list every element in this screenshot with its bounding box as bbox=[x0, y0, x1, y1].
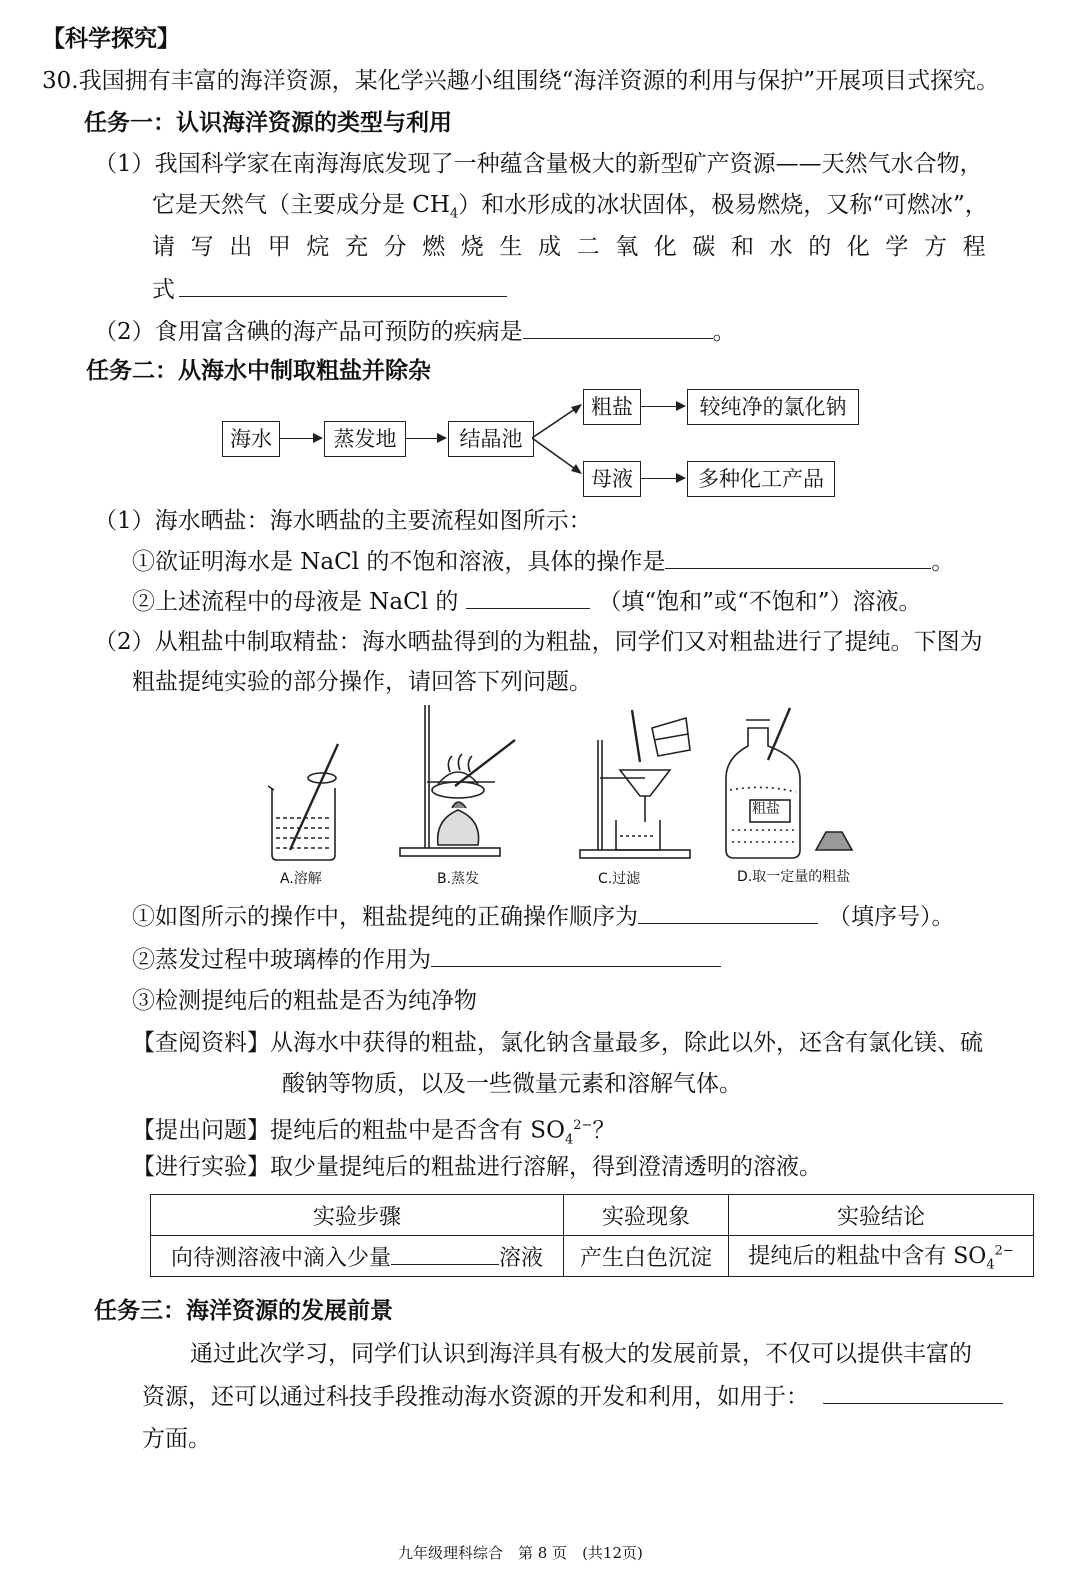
page-footer: 九年级理科综合 第 8 页 (共12页) bbox=[398, 1544, 643, 1562]
flow-box-crude-salt: 粗盐 bbox=[583, 389, 641, 425]
p1-q1-end: 。 bbox=[931, 549, 955, 575]
q1-subscript: 4 bbox=[449, 206, 459, 222]
flow-box-pure-nacl: 较纯净的氯化钠 bbox=[687, 389, 859, 425]
task1-q1-line2 bbox=[152, 190, 988, 230]
s2-text: ②蒸发过程中玻璃棒的作用为 bbox=[132, 947, 431, 973]
flow-box-chem-products: 多种化工产品 bbox=[687, 461, 835, 497]
conclusion-text: 提纯后的粗盐中含有 SO bbox=[748, 1244, 987, 1270]
task1-title: 任务一：认识海洋资源的类型与利用 bbox=[84, 109, 452, 136]
conclusion-superscript: 2− bbox=[994, 1243, 1014, 1259]
question-label: 【提出问题】 bbox=[132, 1117, 270, 1144]
s1-text-a: ①如图所示的操作中，粗盐提纯的正确操作顺序为 bbox=[132, 904, 638, 930]
saturation-answer-blank[interactable] bbox=[466, 586, 590, 609]
header-phenomenon: 实验现象 bbox=[564, 1195, 729, 1236]
flow-box-seawater: 海水 bbox=[222, 421, 280, 457]
cell-phenomenon: 产生白色沉淀 bbox=[564, 1236, 729, 1277]
q2-end: 。 bbox=[712, 319, 736, 345]
task2-p2-line2: 粗盐提纯实验的部分操作，请回答下列问题。 bbox=[132, 669, 592, 695]
unsaturated-proof-blank[interactable] bbox=[665, 546, 931, 569]
reagent-answer-blank[interactable] bbox=[391, 1242, 499, 1265]
flow-box-mother-liquor: 母液 bbox=[583, 461, 641, 497]
salt-bottle-icon bbox=[726, 708, 852, 858]
flow-box-crystallization-pond: 结晶池 bbox=[448, 421, 534, 457]
task3-title: 任务三：海洋资源的发展前景 bbox=[94, 1297, 393, 1324]
lookup-label: 【查阅资料】 bbox=[132, 1030, 270, 1056]
dissolving-beaker-icon bbox=[268, 744, 338, 860]
table-header-row bbox=[151, 1195, 1034, 1236]
caption-d: D.取一定量的粗盐 bbox=[737, 869, 851, 885]
q1-text-b: ）和水形成的冰状固体，极易燃烧，又称“可燃冰”， bbox=[458, 192, 988, 218]
flow-box-evaporation-pond: 蒸发地 bbox=[324, 421, 406, 457]
task2-s1 bbox=[132, 901, 955, 932]
task3-line1: 通过此次学习，同学们认识到海洋具有极大的发展前景，不仅可以提供丰富的 bbox=[190, 1341, 972, 1367]
task1-q1-line3: 请写出甲烷充分燃烧生成二氧化碳和水的化学方程 bbox=[152, 234, 1002, 260]
p1-q1-text: ①欲证明海水是 NaCl 的不饱和溶液，具体的操作是 bbox=[132, 549, 666, 575]
question-number: 30. bbox=[42, 68, 79, 94]
flow-arrow bbox=[405, 438, 445, 439]
conclusion-subscript: 4 bbox=[986, 1257, 995, 1273]
task2-p1-intro: （1）海水晒盐：海水晒盐的主要流程如图所示： bbox=[94, 508, 592, 534]
step-text-b: 溶液 bbox=[499, 1245, 544, 1271]
q2-text: （2）食用富含碘的海产品可预防的疾病是 bbox=[94, 319, 523, 345]
section-header: 【科学探究】 bbox=[42, 25, 180, 52]
p1-q2-text-b: （填“饱和”或“不饱和”）溶液。 bbox=[598, 589, 922, 615]
application-answer-blank[interactable] bbox=[823, 1381, 1003, 1404]
task1-q2 bbox=[94, 316, 736, 347]
glass-rod-role-blank[interactable] bbox=[431, 944, 721, 967]
cell-step bbox=[151, 1236, 564, 1277]
header-conclusion: 实验结论 bbox=[729, 1195, 1034, 1236]
question-end: ？ bbox=[592, 1117, 616, 1144]
task2-p1-q1 bbox=[132, 546, 954, 577]
apparatus-illustrations bbox=[260, 700, 880, 865]
task3-line3: 方面。 bbox=[142, 1426, 211, 1452]
p1-q2-text-a: ②上述流程中的母液是 NaCl 的 bbox=[132, 589, 459, 615]
lookup-line1 bbox=[132, 1028, 983, 1058]
caption-b: B.蒸发 bbox=[437, 871, 480, 887]
task3-line2-text: 资源，还可以通过科技手段推动海水资源的开发和利用，如用于： bbox=[142, 1384, 809, 1410]
step-text-a: 向待测溶液中滴入少量 bbox=[170, 1245, 391, 1271]
question-subscript: 4 bbox=[564, 1132, 574, 1148]
s1-text-b: （填序号）。 bbox=[828, 904, 955, 930]
disease-answer-blank[interactable] bbox=[523, 316, 713, 339]
task2-p1-q2 bbox=[132, 586, 921, 617]
caption-a: A.溶解 bbox=[280, 871, 322, 887]
operation-order-blank[interactable] bbox=[638, 901, 818, 924]
task2-s2 bbox=[132, 944, 721, 975]
task2-s3: ③检测提纯后的粗盐是否为纯净物 bbox=[132, 988, 477, 1014]
q1-line4-text: 式 bbox=[152, 277, 175, 303]
lookup-text1: 从海水中获得的粗盐，氯化钠含量最多，除此以外，还含有氯化镁、硫 bbox=[270, 1030, 983, 1056]
task1-q1-line1: （1）我国科学家在南海海底发现了一种蕴含量极大的新型矿产资源——天然气水合物， bbox=[94, 151, 983, 177]
experiment-table bbox=[150, 1194, 1034, 1277]
flow-arrow bbox=[640, 406, 684, 407]
evaporation-apparatus-icon bbox=[400, 705, 515, 856]
task2-p2-line1: （2）从粗盐中制取精盐：海水晒盐得到的为粗盐，同学们又对粗盐进行了提纯。下图为 bbox=[94, 629, 983, 655]
header-step: 实验步骤 bbox=[151, 1195, 564, 1236]
bottle-label: 粗盐 bbox=[752, 801, 780, 817]
caption-c: C.过滤 bbox=[598, 871, 641, 887]
question-intro bbox=[42, 66, 999, 96]
flow-arrow bbox=[640, 478, 684, 479]
equation-answer-blank[interactable] bbox=[179, 274, 507, 297]
question-intro-text: 我国拥有丰富的海洋资源，某化学兴趣小组围绕“海洋资源的利用与保护”开展项目式探究。 bbox=[78, 68, 1000, 94]
question-superscript: 2− bbox=[573, 1118, 593, 1133]
q1-text-a: 它是天然气（主要成分是 CH bbox=[152, 192, 450, 218]
experiment-label: 【进行实验】 bbox=[132, 1154, 270, 1180]
flow-arrow bbox=[279, 438, 321, 439]
task2-title: 任务二：从海水中制取粗盐并除杂 bbox=[86, 357, 431, 384]
raise-question bbox=[132, 1111, 615, 1155]
question-text: 提纯后的粗盐中是否含有 SO bbox=[270, 1117, 565, 1144]
task1-q1-line4 bbox=[152, 274, 507, 305]
experiment-text: 取少量提纯后的粗盐进行溶解，得到澄清透明的溶液。 bbox=[270, 1154, 822, 1180]
cell-conclusion bbox=[729, 1236, 1034, 1277]
table-row bbox=[151, 1236, 1034, 1277]
lookup-line2: 酸钠等物质，以及一些微量元素和溶解气体。 bbox=[282, 1071, 742, 1097]
task3-line2 bbox=[142, 1381, 1003, 1412]
experiment-line bbox=[132, 1152, 822, 1182]
flow-branch-arrows bbox=[532, 395, 584, 485]
filtration-apparatus-icon bbox=[580, 710, 690, 858]
